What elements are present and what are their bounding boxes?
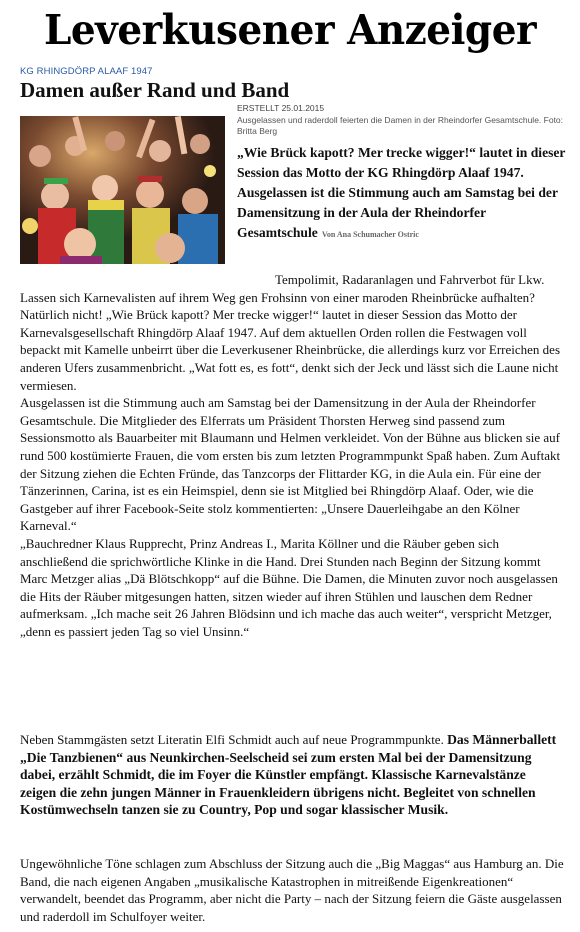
article-headline: Damen außer Rand und Band xyxy=(20,78,290,102)
body-paragraph-5: Ungewöhnliche Töne schlagen zum Abschluss der Sitzung auch die „Big Maggas“ aus Hamburg an. Die Band, die nach eigenen Angaben „musikalische Katastrophen in mitreißende Eigenkreationen“ verwandelt, beendet das Programm, aber nicht die Party – nach der Sitzung feiern die Gäste ausgelassen und raderdoll im Schulfoyer weiter. xyxy=(20,856,564,924)
lead-text: „Wie Brück kapott? Mer trecke wigger!“ lautet in dieser Session das Motto der KG Rhingdörp Alaaf 1947. Ausgelassen ist die Stimmung auch am Samstag bei der Damensitzung in der Aula der Rheindorfer Gesamtschule xyxy=(237,145,566,240)
carnival-crowd-image xyxy=(20,116,225,264)
article-kicker[interactable]: KG RHINGDÖRP ALAAF 1947 xyxy=(20,66,153,77)
article-body-section-3 xyxy=(20,855,565,925)
author-byline: Von Ana Schumacher Ostric xyxy=(321,230,419,239)
body-paragraph-4 xyxy=(20,731,565,819)
article-meta xyxy=(237,103,567,137)
article-lead xyxy=(237,143,567,245)
body-paragraph-3: „Bauchredner Klaus Rupprecht, Prinz Andreas I., Marita Köllner und die Räuber geben sich anschließend die sprichwörtliche Klinke in die Hand. Drei Stunden nach Beginn der Sitzung kommt Marc Metzger alias „Dä Blötschkopp“ auf die Bühne. Die Damen, die Minuten zuvor noch ausgelassen die Hits der Räuber mitgesungen hatten, sitzen wieder auf ihren Stühlen und lauschen dem Redner aufmerksam. „Ich mache seit 26 Jahren Blödsinn und ich mache das auch weiter“, verspricht Metzger, „denn es passiert jeden Tag so viel Unsinn.“ xyxy=(20,535,558,639)
article-body-section-2 xyxy=(20,731,565,819)
created-date: ERSTELLT 25.01.2015 xyxy=(237,103,325,113)
body-paragraph-2: Ausgelassen ist die Stimmung auch am Samstag bei der Damensitzung in der Aula der Rheindorfer Gesamtschule. Die Mitglieder des Elferrats um Präsident Thorsten Herweg sind passend zum Sessionsmotto als Bauarbeiter mit Blaumann und Helmen verkleidet. Von der Bühne aus blicken sie auf rund 500 kostümierte Frauen, die vom ersten bis zum letzten Programmpunkt Spaß haben. Zum Auftakt der Sitzung ziehen die Echten Fründe, das Tanzcorps der Flittarder KG, in die Aula ein. Für eine der Tänzerinnen, Carina, ist es ein Heimspiel, denn sie ist Mitglied bei Rhingdörp Alaaf. Oder, wie die Gastgeber auf ihrer Facebook-Seite stolz kommentierten: „Unsere Dauerleihgabe an den Kölner Karneval.“ xyxy=(20,395,561,534)
photo-caption: Ausgelassen und raderdoll feierten die Damen in der Rheindorfer Gesamtschule. Foto: Britta Berg xyxy=(237,115,564,136)
masthead-logo: Leverkusener Anzeiger xyxy=(43,6,537,54)
body-paragraph-1: Tempolimit, Radaranlagen und Fahrverbot für Lkw. Lassen sich Karnevalisten auf ihrem Weg gen Frohsinn von einer maroden Rheinbrücke aufhalten? Natürlich nicht! „Wie Brück kapott? Mer trecke wigger!“ lautet in dieser Session das Motto der Karnevalsgesellschaft Rhingdörp Alaaf 1947. Auf dem aktuellen Orden rollen die Festwagen voll bepackt mit Kamelle unbeirrt über die Leverkusener Rheinbrücke, die allerdings kurz vor Erreichen des anderen Ufers zusammenbricht. „Wat fott es, es fott“, denkt sich der Jeck und lässt sich die Laune nicht vermiesen. xyxy=(20,272,561,393)
article-body-section-1 xyxy=(20,271,565,640)
paragraph-bold-text: Das Männerballett „Die Tanzbienen“ aus Neunkirchen-Seelscheid sei zum ersten Mal bei der Damensitzung dabei, erzählt Schmidt, die im Foyer die Künstler empfängt. Klassische Karnevalstänze zeigen die zehn jungen Männer in Frauenkleidern übrigens nicht. Begleitet von schnellen Kostümwechseln tanzen sie zu Country, Pop und sogar klassischer Musik. xyxy=(20,732,557,818)
paragraph-plain-text: Neben Stammgästen setzt Literatin Elfi Schmidt auch auf neue Programmpunkte. xyxy=(20,732,448,747)
article-photo xyxy=(20,116,225,264)
